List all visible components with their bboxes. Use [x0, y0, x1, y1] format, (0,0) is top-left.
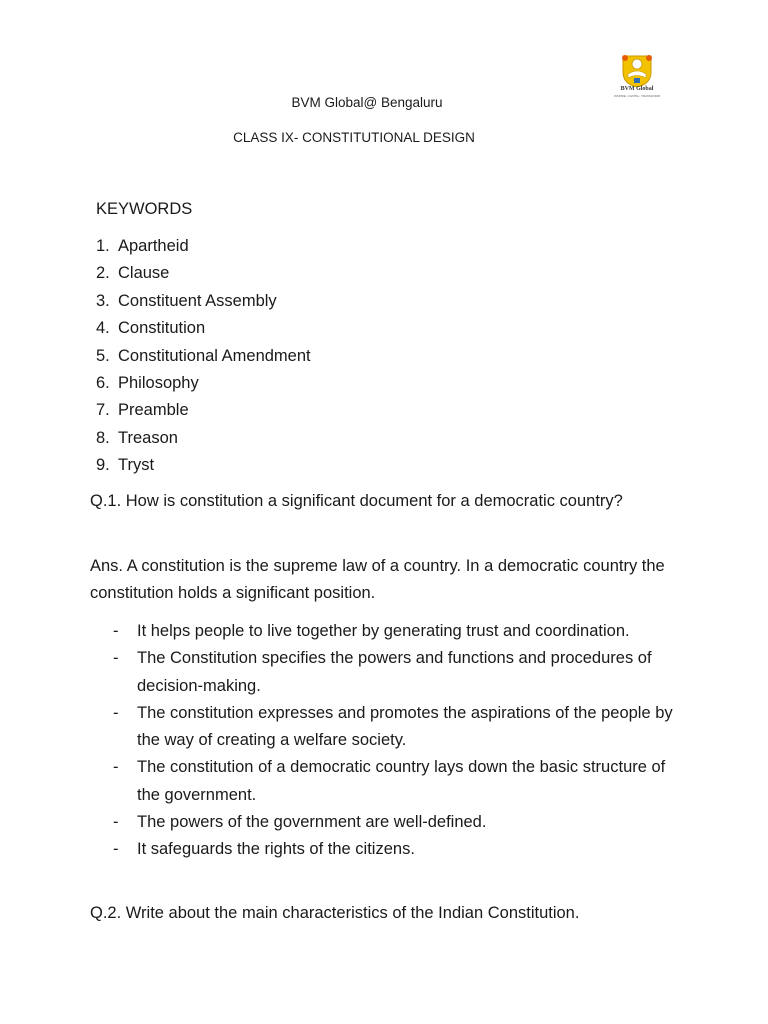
list-item: - It safeguards the rights of the citizens.	[113, 840, 415, 859]
school-heading: BVM Global@ Bengaluru	[291, 95, 443, 110]
list-item: 1. Apartheid	[96, 237, 189, 255]
list-item: 5. Constitutional Amendment	[96, 346, 311, 365]
list-item: 8. Treason	[96, 428, 178, 447]
list-item: - The constitution expresses and promotes the aspirations of the people by the way of creating a welfare society.	[113, 703, 673, 750]
question-1: Q.1. How is constitution a significant document for a democratic country?	[90, 492, 623, 510]
list-item: 4. Constitution	[96, 319, 206, 338]
list-item: 3. Constituent Assembly	[96, 291, 277, 310]
list-item: - The powers of the government are well-defined.	[113, 813, 487, 832]
keywords-heading: KEYWORDS	[96, 200, 193, 218]
list-item: 6. Philosophy	[96, 373, 199, 392]
logo-tagline: INSPIRE • IGNITE • TRANSFORM	[613, 94, 661, 98]
list-item: - The Constitution specifies the powers and functions and procedures of decision-making.	[113, 649, 652, 695]
keywords-list	[96, 234, 311, 481]
list-item: - It helps people to live together by generating trust and coordination.	[113, 622, 630, 640]
list-item: 9. Tryst	[96, 456, 155, 475]
subject-heading: CLASS IX- CONSTITUTIONAL DESIGN	[233, 130, 475, 145]
answer-points-list	[113, 618, 673, 864]
logo-name: BVM Global	[620, 86, 654, 92]
list-item: 7. Preamble	[96, 401, 189, 420]
emblem-icon	[606, 52, 668, 88]
list-item: 2. Clause	[96, 264, 170, 283]
list-item: - The constitution of a democratic country lays down the basic structure of the government.	[113, 758, 666, 804]
question-2: Q.2. Write about the main characteristics of the Indian Constitution.	[90, 904, 580, 922]
answer-1: Ans. A constitution is the supreme law of a country. In a democratic country the constitution holds a significant position.	[90, 557, 665, 602]
